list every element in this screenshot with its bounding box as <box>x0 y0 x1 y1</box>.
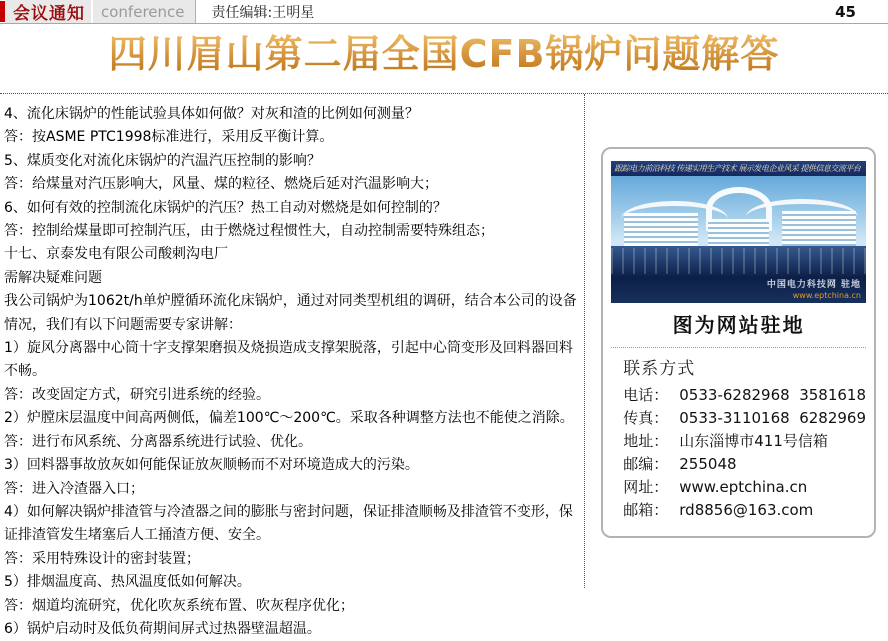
article-column <box>0 94 585 637</box>
building-block <box>782 211 856 246</box>
sidebar <box>585 94 888 588</box>
dotted-divider <box>611 347 866 348</box>
article-paragraph: 答：给煤量对汽压影响大，风量、煤的粒径、燃烧后延对汽温影响大； <box>4 176 438 193</box>
building-block <box>624 213 698 246</box>
contact-row-address <box>623 430 866 453</box>
contact-value: www.eptchina.cn <box>679 478 808 496</box>
article-paragraph: 2）炉膛床层温度中间高两侧低，偏差100℃～200℃。采取各种调整方法也不能使之消除。 <box>4 410 574 427</box>
article-paragraph: 3）回料器事故放灰如何能保证放灰顺畅而不对环境造成大的污染。 <box>4 457 419 474</box>
contact-label: 电话： <box>623 386 669 404</box>
contact-row-website <box>623 476 866 499</box>
contact-card <box>601 147 876 538</box>
editor-credit: 责任编辑:王明星 <box>211 4 315 21</box>
contact-value: 山东淄博市411号信箱 <box>679 432 828 450</box>
contact-label: 邮箱： <box>623 501 669 519</box>
article-paragraph: 6、如何有效的控制流化床锅炉的汽压？热工自动对燃烧是如何控制的？ <box>4 199 447 216</box>
contact-label: 传真： <box>623 409 669 427</box>
water-glints <box>611 248 866 274</box>
contact-label: 邮编： <box>623 455 669 473</box>
page-number: 45 <box>835 2 856 21</box>
article-paragraph: 答：烟道均流研究，优化吹灰系统布置、吹灰程序优化； <box>4 597 354 614</box>
website-campus-photo <box>611 161 866 303</box>
contact-heading: 联系方式 <box>623 359 696 379</box>
contact-row-phone <box>623 384 866 407</box>
article-paragraph: 1）旋风分离器中心筒十字支撑架磨损及烧损造成支撑架脱落，引起中心筒变形及回料器回料不畅。 <box>4 340 573 380</box>
article-paragraph: 答：进入冷渣器入口； <box>4 480 144 497</box>
content-area <box>0 93 888 637</box>
article-paragraph: 答：按ASME PTC1998标准进行，采用反平衡计算。 <box>4 129 334 146</box>
section-badge-cn: 会议通知 <box>5 0 91 23</box>
photo-banner-slogan: 跟踪电力前沿科技 传递实用生产技术 展示发电企业风采 提供信息交流平台 <box>611 161 866 176</box>
building-block <box>708 219 769 246</box>
contact-label: 网址： <box>623 478 669 496</box>
contact-row-fax <box>623 407 866 430</box>
article-paragraph: 我公司锅炉为1062t/h单炉膛循环流化床锅炉，通过对同类型机组的调研，结合本公司的设备情况，我们有以下问题需要专家讲解： <box>4 293 577 333</box>
article-paragraph: 4）如何解决锅炉排渣管与冷渣器之间的膨胀与密封问题，保证排渣顺畅及排渣管不变形，保证排渣管发生堵塞后人工捅渣方便、安全。 <box>4 503 573 544</box>
article-paragraph: 5）排烟温度高、热风温度低如何解决。 <box>4 574 251 591</box>
page-title: 四川眉山第二届全国CFB锅炉问题解答 <box>0 29 888 79</box>
contact-list <box>611 384 866 522</box>
article-paragraph: 答：控制给煤量即可控制汽压，由于燃烧过程惯性大，自动控制需要特殊组态； <box>4 223 494 240</box>
contact-value: 0533-3110168 6282969 <box>679 409 866 427</box>
watermark-url: www.eptchina.cn <box>792 290 861 300</box>
article-paragraph: 6）锅炉启动时及低负荷期间屏式过热器壁温超温。 <box>4 620 321 637</box>
article-paragraph: 需解决疑难问题 <box>4 269 102 286</box>
article-paragraph: 答：进行布风系统、分离器系统进行试验、优化。 <box>4 433 312 450</box>
contact-value: 0533-6282968 3581618 <box>679 386 866 404</box>
article-paragraph: 答：采用特殊设计的密封装置； <box>4 550 200 567</box>
article-paragraph: 答：改变固定方式，研究引进系统的经验。 <box>4 386 270 403</box>
photo-caption: 图为网站驻地 <box>672 313 805 337</box>
top-bar <box>0 0 888 24</box>
article-paragraph: 4、流化床锅炉的性能试验具体如何做？对灰和渣的比例如何测量？ <box>4 106 419 122</box>
contact-row-postcode <box>623 453 866 476</box>
article-paragraph: 5、煤质变化对流化床锅炉的汽温汽压控制的影响？ <box>4 152 321 169</box>
photo-watermark <box>767 280 861 300</box>
section-badge-en: conference <box>93 0 196 23</box>
article-paragraph: 十七、京泰发电有限公司酸刺沟电厂 <box>4 246 228 263</box>
watermark-title: 中国电力科技网 驻地 <box>766 280 861 291</box>
contact-row-email <box>623 499 866 522</box>
contact-value: rd8856@163.com <box>679 501 814 519</box>
contact-label: 地址： <box>623 432 669 450</box>
contact-value: 255048 <box>679 455 737 473</box>
